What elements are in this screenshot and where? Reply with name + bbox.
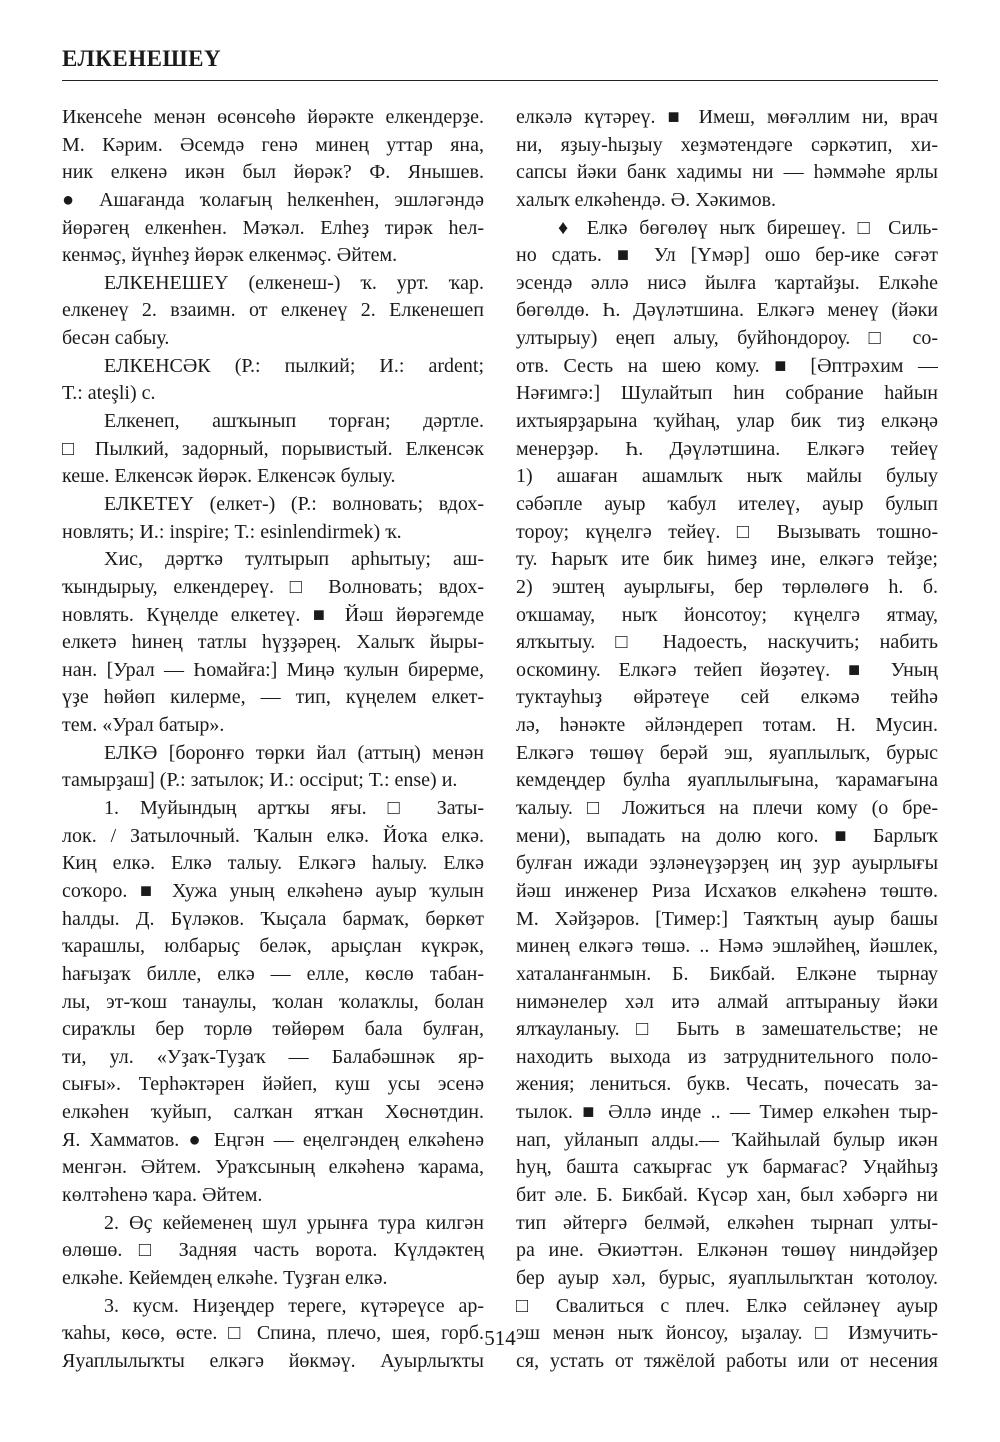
text-line: мени), выпадать на долю кого. ■ Барлыҡ <box>516 824 938 847</box>
text-line: находить выхода из затруднительного поло- <box>516 1045 938 1068</box>
running-head <box>62 46 938 72</box>
text-line: жения; лениться. букв. Чесать, почесать за- <box>516 1073 938 1096</box>
text-line: Т.: ateşli) с. <box>62 382 156 405</box>
text-line: нимәнелер хәл итә алмай аптыраныу йәки <box>516 990 938 1013</box>
text-line: тылок. ■ Әллә инде .. — Тимер елкәһен тыр- <box>516 1101 938 1124</box>
text-line: ра ине. Әкиәттән. Елкәнән төшөү ниндәйҙер <box>516 1239 938 1262</box>
text-line: Нәғимгә:] Шулайтып һин собрание һайын <box>516 382 938 405</box>
text-line: ялҡытыу. □ Надоесть, наскучить; набить <box>516 631 938 654</box>
text-line: ник елкенә икән был йөрәк? Ф. Янышев. <box>62 161 484 184</box>
text-line: һағыҙаҡ билле, елкә — елле, көслө табан- <box>62 962 484 985</box>
text-line: һуң, башта саҡырғас уҡ бармағас? Уңайһыҙ <box>516 1156 938 1179</box>
text-line: 1. Муйындың артҡы яғы. □ Заты- <box>104 797 484 820</box>
text-line: ту. Һарыҡ ите бик һимеҙ ине, елкәгә тейҙе; <box>516 548 938 571</box>
text-line: сапсы йәки банк хадимы ни — һәммәһе ярлы <box>516 161 938 184</box>
text-line: ти, ул. «Уҙаҡ-Туҙаҡ — Балабәшнәк яр- <box>62 1045 484 1068</box>
text-line: йәш инженер Риза Исхаҡов елкәһенә төштө. <box>516 879 938 902</box>
text-line: оҡшамау, ныҡ йонсотоу; күңелгә ятмау, <box>516 603 938 626</box>
text-line: минең елкәгә төшә. .. Нәмә эшләйһең, йәшлек, <box>516 935 938 958</box>
text-line: 2) эштең ауырлығы, бер төрлөлөгө һ. б. <box>516 575 938 598</box>
text-line: көлтәһенә ҡара. Әйтем. <box>62 1183 263 1206</box>
text-line: елкетә һинең татлы һүҙҙәрең. Халыҡ йыры- <box>62 631 484 654</box>
text-line: лы, эт-ҡош танаулы, ҡолан ҡолаҡлы, болан <box>62 990 484 1013</box>
left-column <box>62 104 484 1375</box>
text-line: тороу; күңелгә тейеү. □ Вызывать тошно- <box>516 520 938 543</box>
text-line: ҡаһы, көсө, өсте. □ Спина, плечо, шея, горб. <box>62 1322 484 1345</box>
text-line: ся, устать от тяжёлой работы или от несения <box>516 1349 938 1372</box>
text-line: бер ауыр хәл, бурыс, яуаплылыҡтан ҡотолоу. <box>516 1266 938 1289</box>
right-column <box>516 104 938 1375</box>
text-line: ♦ Елкә бөгөлөү ныҡ бирешеү. □ Силь- <box>558 216 938 239</box>
text-line: сираҡлы бер торлө төйөрөм бала булған, <box>62 1018 484 1041</box>
text-line: М. Кәрим. Әсемдә генә минең уттар яна, <box>62 133 484 156</box>
text-line: елкәлә күтәреү. ■ Имеш, мөғәллим ни, врач <box>516 106 938 128</box>
text-line: 3. кусм. Ниҙеңдер тереге, күтәреүсе ар- <box>104 1294 484 1317</box>
text-line: ҡындырыу, елкендереү. □ Волновать; вдох- <box>62 575 484 598</box>
text-line: ялҡауланыу. □ Быть в замешательстве; не <box>516 1018 938 1041</box>
text-line: соҡоро. ■ Хужа уның елкәһенә ауыр ҡулын <box>62 879 484 902</box>
text-line: бит әле. Б. Бикбай. Күсәр хан, был хәбәргә ни <box>516 1183 938 1206</box>
text-line: өлөшө. □ Задняя часть ворота. Күлдәктең <box>62 1239 484 1262</box>
text-line: елкәһен ҡуйып, салҡан ятҡан Хөснөтдин. <box>62 1101 484 1124</box>
text-line: 2. Өҫ кейеменең шул урынға тура килгән <box>104 1211 484 1234</box>
text-line: 1) ашаған ашамлыҡ ныҡ майлы булыу <box>516 465 938 488</box>
text-line: новлять; И.: inspire; Т.: esinlendirmek) ҡ. <box>62 520 402 543</box>
text-line: тип әйтергә белмәй, елкәһен тырнап улты- <box>516 1211 938 1234</box>
text-line: менерҙәр. Һ. Дәүләтшина. Елкәгә тейеү <box>516 437 938 460</box>
text-line: ҡалыу. □ Ложиться на плечи кому (о бре- <box>516 797 938 820</box>
text-line: сәбәпле ауыр ҡабул ителеү, ауыр булып <box>516 492 938 515</box>
text-line: ● Ашағанда ҡолағың һелкенһен, эшләгәндә <box>62 188 484 211</box>
text-line: бесән сабыу. <box>62 327 170 350</box>
text-line: Икенсеһе менән өсөнсөһө йөрәкте елкендерҙе. <box>62 106 484 128</box>
running-head-title: ЕЛКЕНЕШЕҮ <box>62 46 222 71</box>
text-line: но сдать. ■ Ул [Үмәр] ошо бер-ике сәғәт <box>516 244 938 267</box>
text-line: ЕЛКЕНСӘК (Р.: пылкий; И.: ardent; <box>104 354 484 377</box>
text-line: тем. «Урал батыр». <box>62 714 225 737</box>
text-line: Киң елкә. Елкә талыу. Елкәгә һалыу. Елкә <box>62 852 484 875</box>
text-line: менгән. Әйтем. Ураҡсының елкәһенә ҡарама, <box>62 1156 484 1179</box>
text-line: кемдеңдер булһа яуаплылығына, ҡарамағына <box>516 769 938 792</box>
text-line: отв. Сесть на шею кому. ■ [Әптрәхим — <box>516 354 938 377</box>
text-line: Елкәгә төшөү берәй эш, яуаплылыҡ, бурыс <box>516 741 938 764</box>
text-line: булған ижади эҙләнеүҙәрҙең иң ҙур ауырлығы <box>516 852 938 875</box>
text-line: ихтыярҙарына ҡуйһаң, улар бик тиҙ елкәңә <box>516 410 938 433</box>
text-line: ултырыу) еңеп алыу, буйһондороу. □ со- <box>516 327 938 350</box>
text-line: ЕЛКЕНЕШЕҮ (елкенеш-) ҡ. урт. ҡар. <box>104 271 484 294</box>
text-line: □ Пылкий, задорный, порывистый. Елкенсәк <box>62 437 484 460</box>
text-line: лә, һәнәкте әйләндереп тотам. Н. Мусин. <box>516 714 938 737</box>
text-line: ЕЛКЕТЕҮ (елкет-) (Р.: волновать; вдох- <box>104 492 484 515</box>
text-line: Я. Хамматов. ● Еңгән — еңелгәндең елкәһенә <box>62 1128 484 1151</box>
text-line: ҡарашлы, юлбарыҫ беләк, арыҫлан күкрәк, <box>62 935 484 958</box>
text-line: елкәһе. Кейемдең елкәһе. Туҙған елкә. <box>62 1266 388 1289</box>
text-line: эш менән ныҡ йонсоу, ыҙалау. □ Измучить- <box>516 1322 938 1345</box>
text-line: Елкенеп, ашҡынып торған; дәртле. <box>104 410 484 433</box>
text-line: кеше. Елкенсәк йөрәк. Елкенсәк булыу. <box>62 465 396 488</box>
text-line: М. Хәйҙәров. [Тимер:] Таяҡтың ауыр башы <box>516 907 938 930</box>
text-line: Яуаплылыҡты елкәгә йөкмәү. Ауырлыҡты <box>62 1349 484 1372</box>
text-line: ни, яҙыу-һыҙыу хеҙмәтендәге сәркәтип, хи- <box>516 133 938 156</box>
text-line: лок. / Затылочный. Ҡалын елкә. Йоҡа елкә. <box>62 824 484 847</box>
page-number: 514 <box>484 1326 516 1350</box>
text-line: ЕЛКӘ [боронғо төрки йал (аттың) менән <box>104 741 484 764</box>
text-line: хаталанғанмын. Б. Бикбай. Елкәне тырнау <box>516 962 938 985</box>
text-line: новлять. Күңелде елкетеү. ■ Йәш йөрәгемде <box>62 603 484 626</box>
text-line: халыҡ елкәһендә. Ә. Хәкимов. <box>516 188 777 211</box>
text-line: туктауһыҙ өйрәтеүе сей елкәмә тейһә <box>516 686 938 709</box>
text-line: сығы». Терһәктәрен йәйеп, куш усы эсенә <box>62 1073 484 1096</box>
text-line: нап, уйланып алды.— Ҡайһылай булыр икән <box>516 1128 938 1151</box>
text-line: йөрәгең елкенһен. Мәҡәл. Елһеҙ тирәк һел- <box>62 216 484 239</box>
text-line: оскомину. Елкәгә тейеп йөҙәтеү. ■ Уның <box>516 658 938 681</box>
header-rule <box>62 80 938 81</box>
text-line: һалды. Д. Бүләков. Ҡыҫала бармаҡ, бөркөт <box>62 907 484 930</box>
text-line: үҙе һөйөп килерме, — тип, күңелем елкет- <box>62 686 484 709</box>
text-line: Хис, дәртҡә тултырып арһытыу; аш- <box>104 548 484 571</box>
text-line: □ Свалиться с плеч. Елкә сейләнеү ауыр <box>516 1294 938 1317</box>
text-line: кенмәҫ, йүнһеҙ йөрәк елкенмәҫ. Әйтем. <box>62 244 398 267</box>
text-line: тамырҙаш] (Р.: затылок; И.: occiput; Т.: ense) и. <box>62 769 458 792</box>
text-line: бөгөлдө. Һ. Дәүләтшина. Елкәгә менеү (йәки <box>516 299 938 322</box>
text-line: нан. [Урал — Һомайға:] Миңә ҡулын бирерме, <box>62 658 484 681</box>
text-line: эсендә әллә нисә йылға ҡартайҙы. Елкәһе <box>516 271 938 294</box>
text-line: елкенеү 2. взаимн. от елкенеү 2. Елкенешеп <box>62 299 484 322</box>
